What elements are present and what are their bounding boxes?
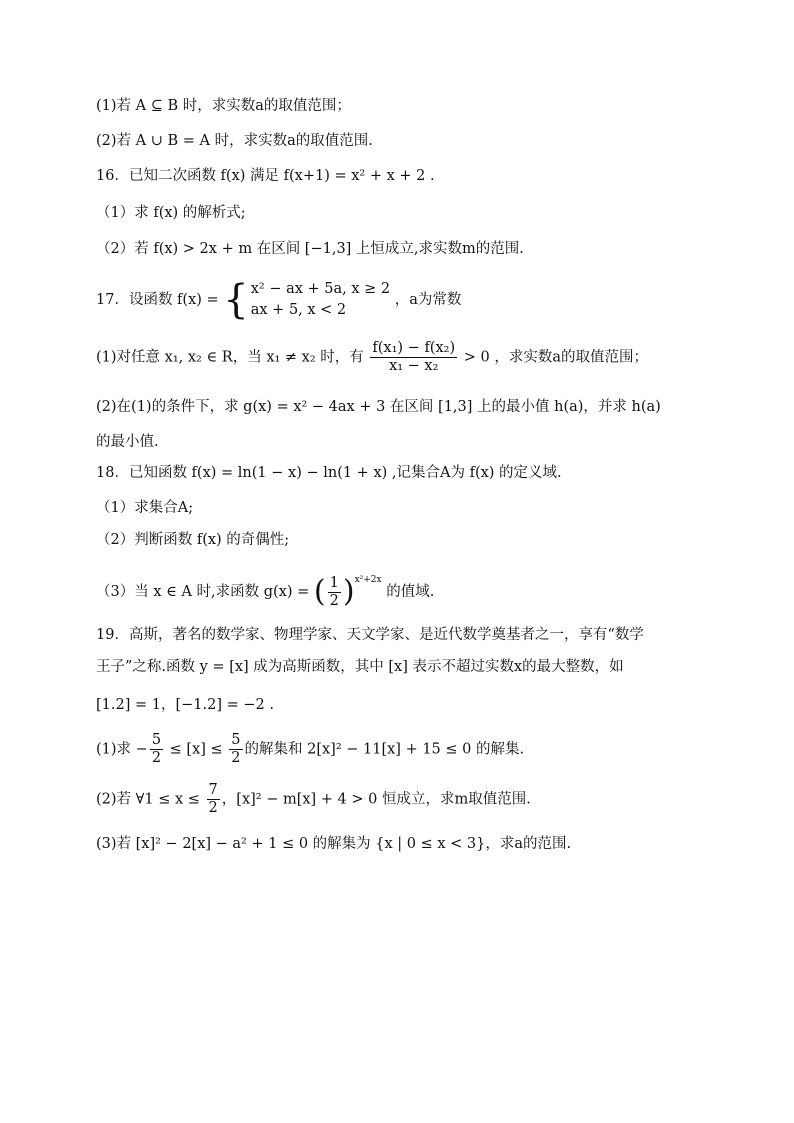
fraction-denominator: x₁ − x₂ [389, 358, 439, 374]
q16-part1: （1）求 f(x) 的解析式; [96, 205, 246, 221]
q16-part2: （2）若 f(x) > 2x + m 在区间 [−1,3] 上恒成立,求实数m的范围. [96, 241, 524, 257]
q19-part1-lead: (1)求 − [96, 741, 148, 758]
q17-part1-lead: (1)对任意 x₁, x₂ ∈ R，当 x₁ ≠ x₂ 时，有 [96, 349, 364, 366]
q17-stem [96, 279, 754, 321]
q17-part1 [96, 340, 754, 375]
q15-part2: (2)若 A ∪ B = A 时，求实数a的取值范围. [96, 133, 373, 149]
q18-stem: 18．已知函数 f(x) = ln(1 − x) − ln(1 + x) ,记集合A为 f(x) 的定义域. [96, 465, 562, 481]
q19-part1-mid: ≤ [x] ≤ [169, 741, 223, 758]
q19-stem-line1: 19．高斯，著名的数学家、物理学家、天文学家、是近代数学奠基者之一，享有“数学 [96, 627, 644, 643]
q17-part2-cont: 的最小值. [96, 434, 159, 450]
five-halves-right: $\frac{5}{2}$ [231, 732, 241, 766]
q17-part1-tail: > 0 ，求实数a的取值范围； [463, 349, 648, 366]
q18-part3 [96, 570, 754, 610]
q19-stem-line2: 王子”之称.函数 y = [x] 成为高斯函数，其中 [x] 表示不超过实数x的最大整数，如 [96, 659, 624, 675]
piecewise-case-1: x² − ax + 5a, x ≥ 2 [250, 281, 391, 297]
left-brace: { [223, 277, 249, 323]
left-paren: ( [313, 574, 326, 609]
piecewise-case-2: ax + 5, x < 2 [250, 302, 347, 318]
q19-part1 [96, 732, 754, 767]
right-paren: ) [342, 574, 355, 609]
q18-part2: （2）判断函数 f(x) 的奇偶性; [96, 532, 290, 548]
q17-stem-lead: 17．设函数 f(x) = [96, 292, 219, 308]
one-half: $\frac{1}{2}$ [329, 574, 339, 609]
q19-part3: (3)若 [x]² − 2[x] − a² + 1 ≤ 0 的解集为 {x | 0 ≤ x < 3}，求a的范围. [96, 836, 572, 852]
q17-stem-tail: ，a为常数 [394, 292, 462, 308]
q18-part3-tail: 的值域. [386, 584, 435, 600]
q18-part1: （1）求集合A; [96, 500, 194, 516]
q15-part1: (1)若 A ⊆ B 时，求实数a的取值范围； [96, 98, 351, 114]
q19-part2 [96, 782, 754, 817]
q19-part2-lead: (2)若 ∀1 ≤ x ≤ [96, 791, 200, 808]
exponent: x²+2x [354, 575, 382, 585]
five-halves-left: $\frac{5}{2}$ [151, 732, 162, 766]
q17-part2: (2)在(1)的条件下，求 g(x) = x² − 4ax + 3 在区间 [1,3] 上的最小值 h(a)，并求 h(a) [96, 399, 661, 415]
fraction-numerator: f(x₁) − f(x₂) [372, 340, 456, 356]
q19-part1-tail: 的解集和 2[x]² − 11[x] + 15 ≤ 0 的解集. [244, 741, 525, 758]
q19-stem-line3: [1.2] = 1，[−1.2] = −2 . [96, 697, 274, 713]
q18-part3-lead: （3）当 x ∈ A 时,求函数 g(x) = [96, 584, 310, 600]
q16-stem: 16．已知二次函数 f(x) 满足 f(x+1) = x² + x + 2 . [96, 168, 435, 184]
difference-quotient [370, 340, 457, 375]
q19-part2-tail: ，[x]² − m[x] + 4 > 0 恒成立，求m取值范围. [221, 791, 531, 808]
seven-halves: $\frac{7}{2}$ [208, 782, 218, 816]
piecewise-definition [223, 279, 390, 321]
